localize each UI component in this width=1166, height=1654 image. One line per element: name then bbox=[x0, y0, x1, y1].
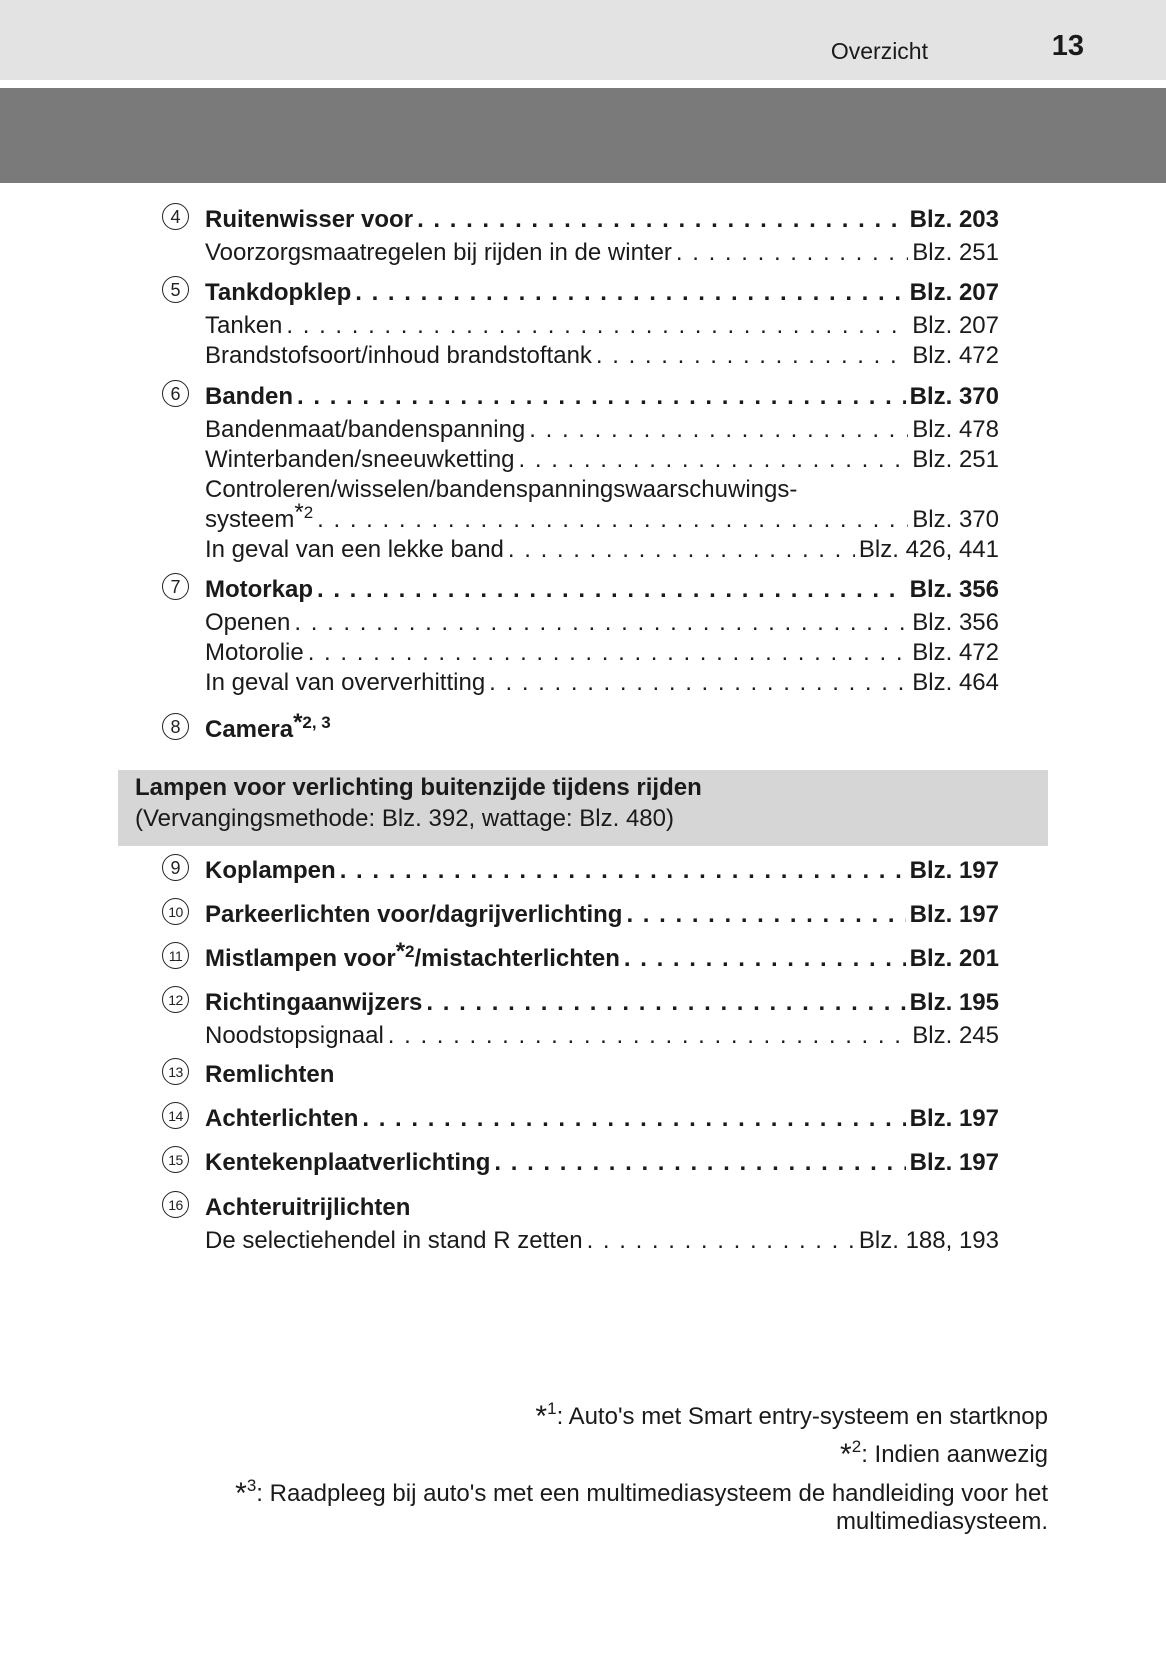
item-number-7: 7 bbox=[162, 573, 189, 600]
footnote-2: *$^2$: Indien aanwezig bbox=[840, 1437, 1048, 1471]
header-gap bbox=[0, 80, 1166, 88]
item-number-10: 10 bbox=[162, 898, 189, 925]
toc-subentry[interactable]: Winterbanden/sneeuwketting . . . Blz. 251 bbox=[205, 446, 999, 476]
lamps-section-subtitle: (Vervangingsmethode: Blz. 392, wattage: Blz. 480) bbox=[135, 805, 674, 832]
toc-entry-mistlampen[interactable]: Mistlampen voor$^{*2}$/mistachterlichten . . . Blz. 201 bbox=[205, 945, 999, 975]
item-number-9: 9 bbox=[162, 854, 189, 881]
item-number-15: 15 bbox=[162, 1146, 189, 1173]
lamps-section-title: Lampen voor verlichting buitenzijde tijdens rijden bbox=[135, 774, 702, 801]
toc-subentry[interactable]: De selectiehendel in stand R zetten . . . Blz. 188, 193 bbox=[205, 1227, 999, 1257]
toc-subentry[interactable]: Brandstofsoort/inhoud brandstoftank . . . Blz. 472 bbox=[205, 342, 999, 372]
toc-subentry[interactable]: Controleren/wisselen/bandenspanningswaarschuwings- bbox=[205, 476, 798, 503]
toc-entry-achterlichten[interactable]: Achterlichten . . . Blz. 197 bbox=[205, 1105, 999, 1135]
item-number-6: 6 bbox=[162, 380, 189, 407]
lamps-section-box bbox=[118, 770, 1048, 846]
toc-subentry[interactable]: Voorzorgsmaatregelen bij rijden in de winter . . . Blz. 251 bbox=[205, 239, 999, 269]
toc-subentry[interactable]: Motorolie . . . Blz. 472 bbox=[205, 639, 999, 669]
footnote-3: *$^3$: Raadpleeg bij auto's met een multimediasysteem de handleiding voor het bbox=[235, 1476, 1048, 1510]
toc-subentry[interactable]: Bandenmaat/bandenspanning . . . Blz. 478 bbox=[205, 416, 999, 446]
toc-subentry[interactable]: Noodstopsignaal . . . Blz. 245 bbox=[205, 1022, 999, 1052]
toc-entry-banden[interactable]: Banden . . . Blz. 370 bbox=[205, 383, 999, 413]
toc-subentry[interactable]: In geval van een lekke band . . . Blz. 426, 441 bbox=[205, 536, 999, 566]
toc-entry-motorkap[interactable]: Motorkap . . . Blz. 356 bbox=[205, 576, 999, 606]
footnote-3-continued: multimediasysteem. bbox=[835, 1508, 1048, 1535]
header-band bbox=[0, 0, 1166, 80]
item-number-12: 12 bbox=[162, 986, 189, 1013]
toc-subentry[interactable]: In geval van oververhitting . . . Blz. 464 bbox=[205, 669, 999, 699]
item-number-14: 14 bbox=[162, 1102, 189, 1129]
item-number-16: 16 bbox=[162, 1191, 189, 1218]
toc-entry-tankdopklep[interactable]: Tankdopklep . . . Blz. 207 bbox=[205, 279, 999, 309]
item-number-8: 8 bbox=[162, 713, 189, 740]
item-number-5: 5 bbox=[162, 276, 189, 303]
item-number-4: 4 bbox=[162, 203, 189, 230]
item-number-13: 13 bbox=[162, 1058, 189, 1085]
toc-entry-remlichten[interactable]: Remlichten bbox=[205, 1061, 335, 1088]
toc-entry-richtingaanwijzers[interactable]: Richtingaanwijzers . . . Blz. 195 bbox=[205, 989, 999, 1019]
entry-page: Blz. 203 bbox=[909, 206, 999, 233]
toc-subentry[interactable]: systeem$^{*2}$ . . . Blz. 370 bbox=[205, 506, 999, 536]
item-number-11: 11 bbox=[162, 942, 189, 969]
toc-subentry[interactable]: Openen . . . Blz. 356 bbox=[205, 609, 999, 639]
header-dark-band bbox=[0, 88, 1166, 183]
toc-entry-koplampen[interactable]: Koplampen . . . Blz. 197 bbox=[205, 857, 999, 887]
section-title: Overzicht bbox=[830, 38, 928, 64]
entry-label: Ruitenwisser voor bbox=[205, 206, 414, 233]
toc-entry-parkeerlichten[interactable]: Parkeerlichten voor/dagrijverlichting . . . Blz. 197 bbox=[205, 901, 999, 931]
page-number: 13 bbox=[1051, 30, 1084, 62]
footnote-1: *$^1$: Auto's met Smart entry-systeem en startknop bbox=[535, 1399, 1048, 1433]
toc-entry-kentekenplaat[interactable]: Kentekenplaatverlichting . . . Blz. 197 bbox=[205, 1149, 999, 1179]
toc-entry-camera[interactable]: Camera$^{*2, 3}$ bbox=[205, 709, 331, 743]
toc-entry-ruitenwisser[interactable] bbox=[205, 206, 999, 236]
toc-entry-achteruitrijlichten[interactable]: Achteruitrijlichten bbox=[205, 1194, 411, 1221]
toc-subentry[interactable]: Tanken . . . Blz. 207 bbox=[205, 312, 999, 342]
